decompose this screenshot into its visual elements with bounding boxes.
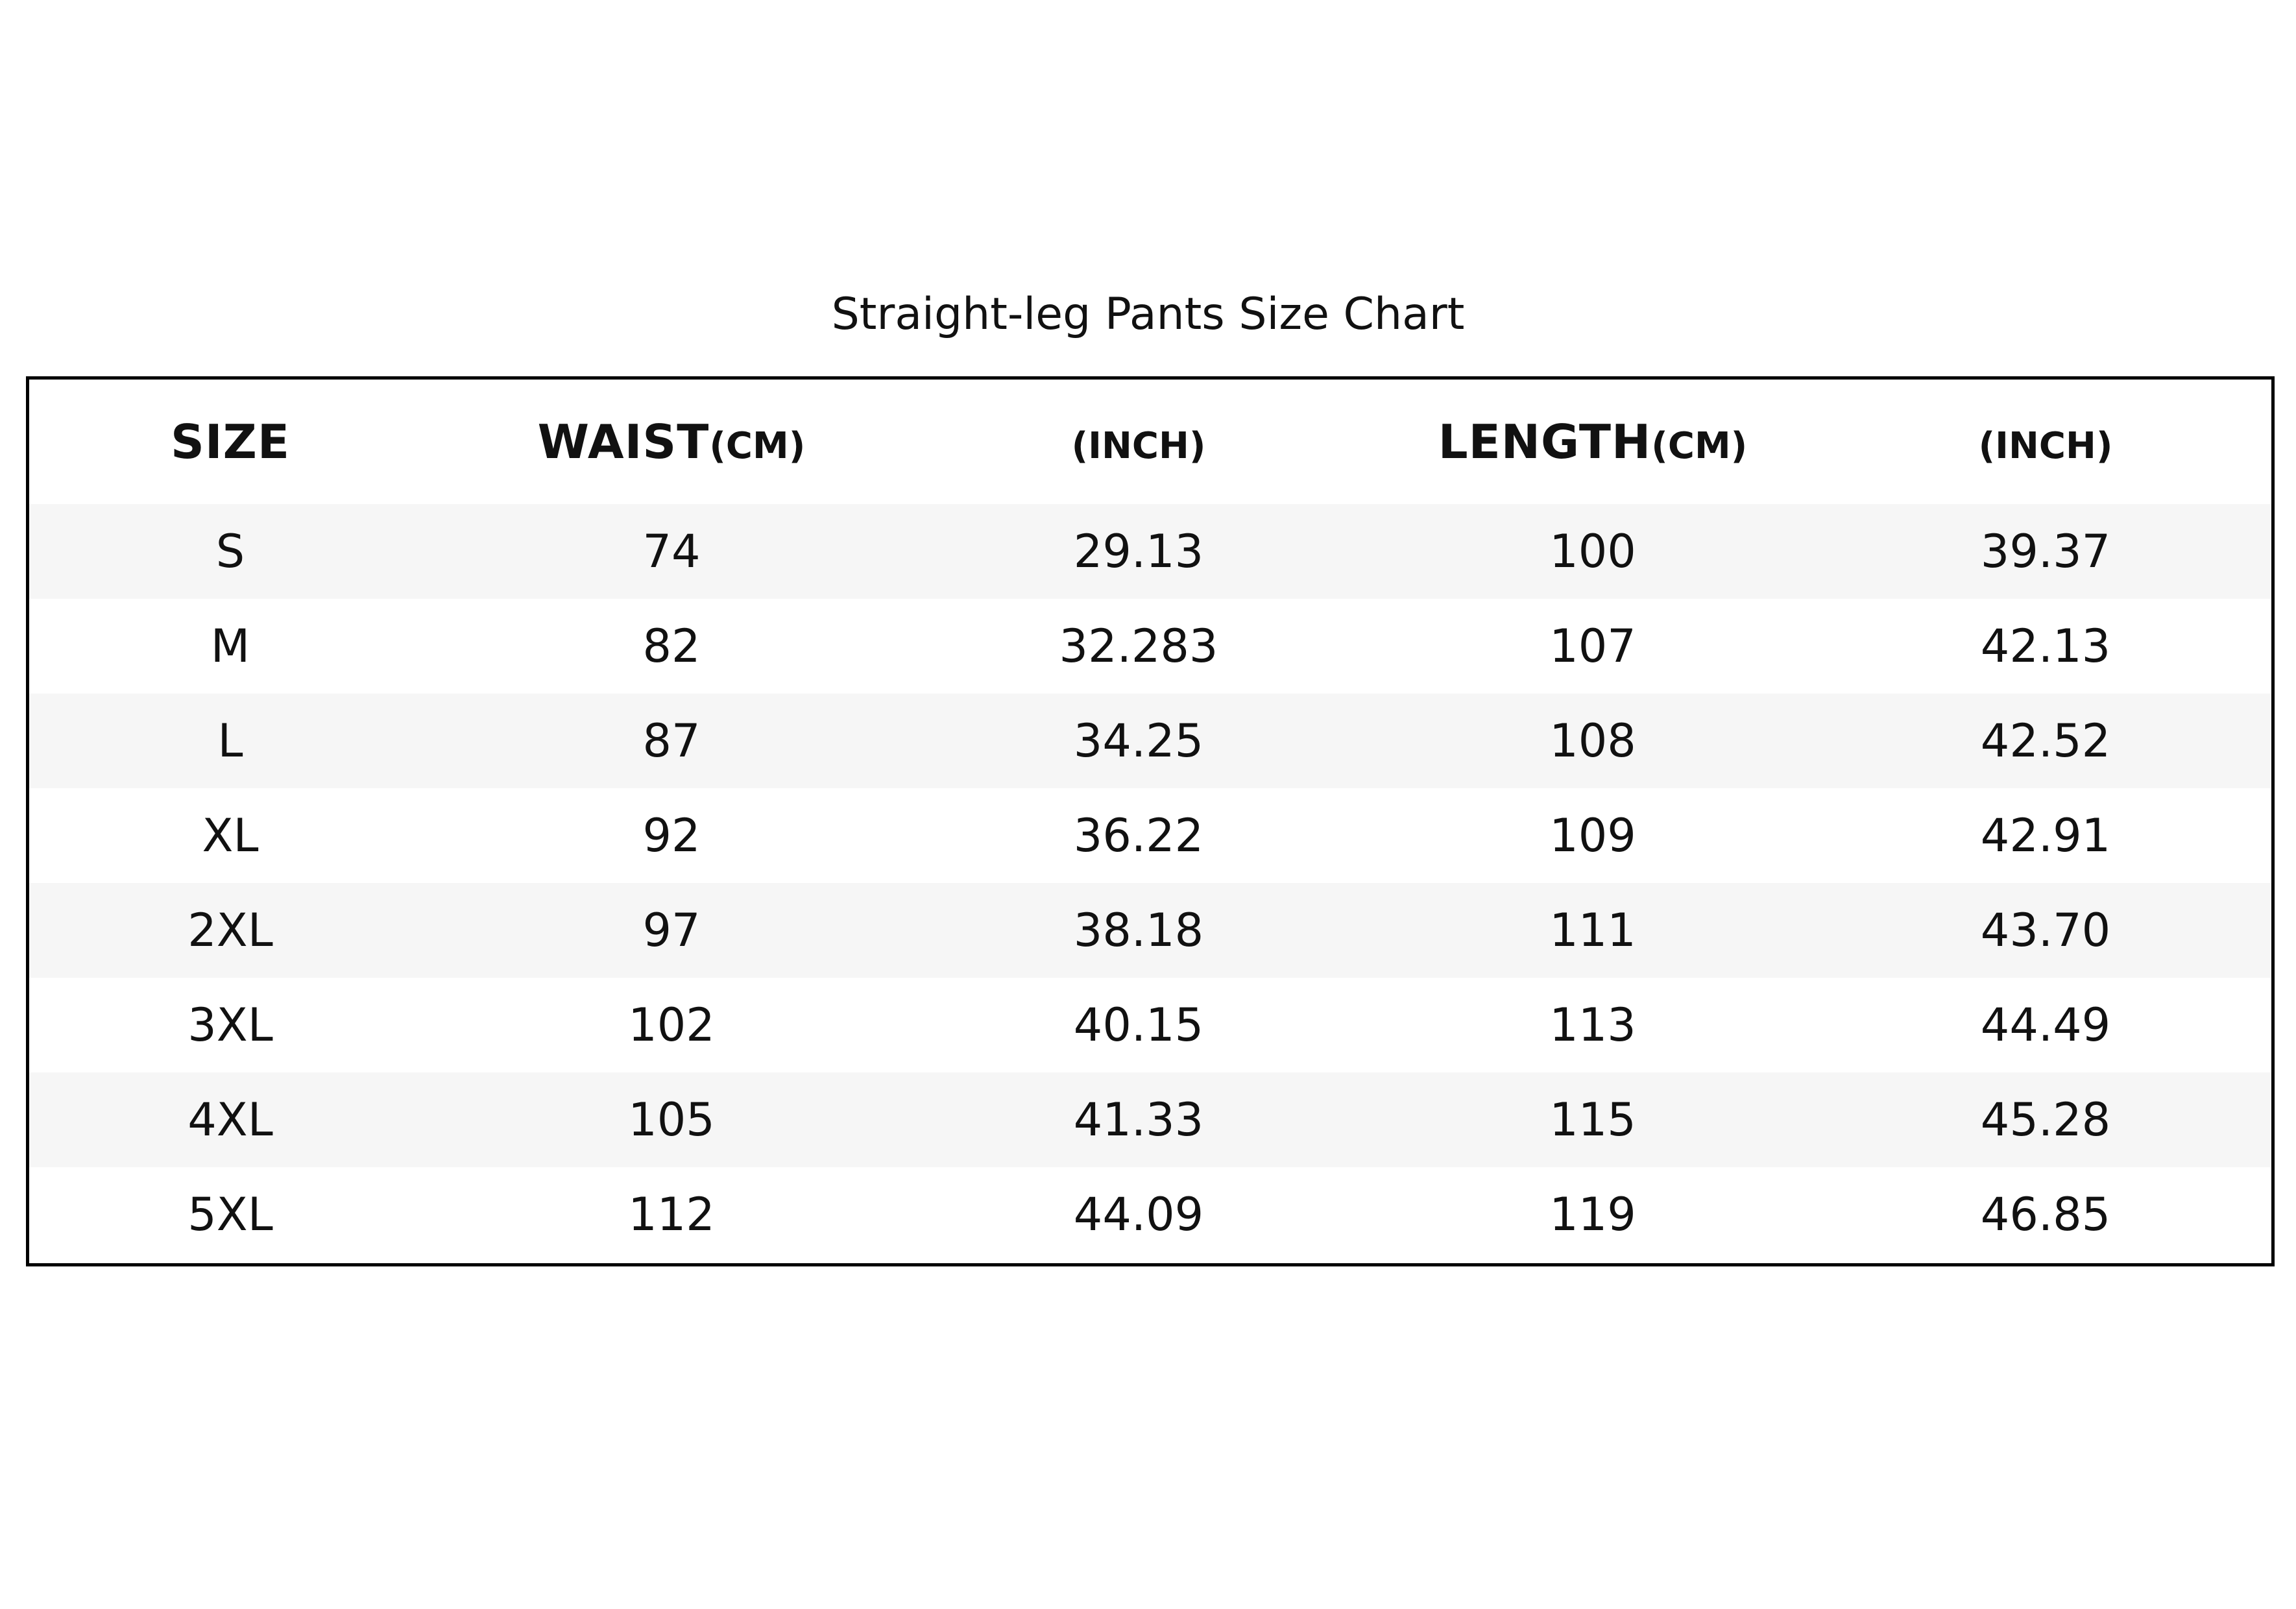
column-header-waist-inch: (INCH): [1071, 425, 1206, 467]
column-header-length-inch: (INCH): [1978, 425, 2113, 467]
waist-cm-cell: 102: [628, 998, 715, 1052]
table-row: [29, 694, 2271, 788]
waist-inch-cell: 40.15: [1073, 998, 1204, 1052]
waist-cm-cell: 105: [628, 1093, 715, 1146]
table-row: [29, 599, 2271, 694]
column-header-waist-cm: WAIST(CM): [537, 415, 806, 469]
table-row: [29, 788, 2271, 883]
length-inch-cell: 42.91: [1980, 809, 2111, 862]
waist-inch-cell: 36.22: [1073, 809, 1204, 862]
length-inch-cell: 43.70: [1980, 904, 2111, 957]
length-cm-cell: 111: [1549, 904, 1636, 957]
table-row: [29, 1167, 2271, 1262]
waist-inch-cell: 29.13: [1073, 525, 1204, 578]
waist-cm-cell: 92: [642, 809, 701, 862]
table-row: [29, 883, 2271, 978]
size-cell: 5XL: [187, 1188, 273, 1241]
waist-inch-cell: 32.283: [1059, 620, 1218, 673]
size-chart-table: [29, 380, 2271, 1262]
waist-cm-cell: 87: [642, 714, 701, 768]
waist-inch-cell: 34.25: [1073, 714, 1204, 768]
waist-inch-cell: 38.18: [1073, 904, 1204, 957]
length-inch-cell: 44.49: [1980, 998, 2111, 1052]
table-row: [29, 1072, 2271, 1167]
size-cell: XL: [202, 809, 259, 862]
size-cell: 2XL: [187, 904, 273, 957]
length-cm-cell: 113: [1549, 998, 1636, 1052]
waist-cm-cell: 112: [628, 1188, 715, 1241]
length-cm-cell: 100: [1549, 525, 1636, 578]
waist-cm-cell: 97: [642, 904, 701, 957]
length-cm-cell: 107: [1549, 620, 1636, 673]
length-cm-cell: 108: [1549, 714, 1636, 768]
length-inch-cell: 39.37: [1980, 525, 2111, 578]
length-cm-cell: 109: [1549, 809, 1636, 862]
length-inch-cell: 46.85: [1980, 1188, 2111, 1241]
waist-inch-cell: 44.09: [1073, 1188, 1204, 1241]
size-cell: 4XL: [187, 1093, 273, 1146]
length-inch-cell: 45.28: [1980, 1093, 2111, 1146]
waist-inch-cell: 41.33: [1073, 1093, 1204, 1146]
length-cm-cell: 119: [1549, 1188, 1636, 1241]
waist-cm-cell: 82: [642, 620, 701, 673]
size-cell: S: [215, 525, 245, 578]
length-inch-cell: 42.52: [1980, 714, 2111, 768]
size-cell: L: [217, 714, 243, 768]
size-cell: M: [210, 620, 250, 673]
page-title: Straight-leg Pants Size Chart: [831, 289, 1465, 340]
header-row: [29, 380, 2271, 504]
size-chart-frame: [26, 376, 2275, 1266]
length-cm-cell: 115: [1549, 1093, 1636, 1146]
length-inch-cell: 42.13: [1980, 620, 2111, 673]
size-cell: 3XL: [187, 998, 273, 1052]
column-header-length-cm: LENGTH(CM): [1438, 415, 1748, 469]
table-row: [29, 504, 2271, 599]
table-row: [29, 978, 2271, 1072]
column-header-size: SIZE: [170, 415, 291, 469]
waist-cm-cell: 74: [642, 525, 701, 578]
